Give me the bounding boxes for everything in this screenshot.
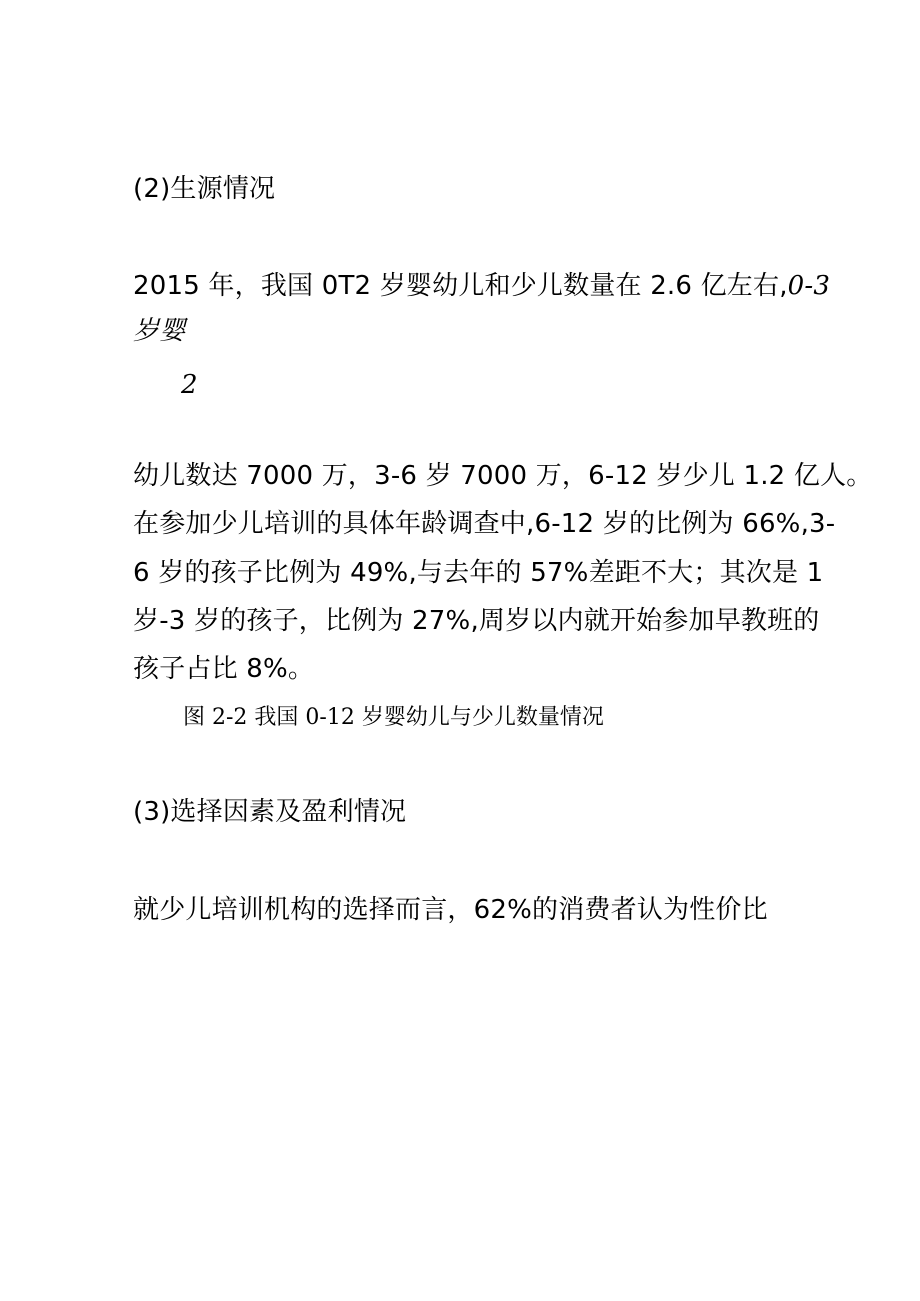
paragraph-line: 岁-3 岁的孩子，比例为 27%,周岁以内就开始参加早教班的 xyxy=(133,606,820,636)
figure-caption: 图 2-2 我国 0-12 岁婴幼儿与少儿数量情况 xyxy=(183,705,604,730)
paragraph-text: 2015 年，我国 0T2 岁婴幼儿和少儿数量在 2.6 亿左右, xyxy=(133,271,788,301)
paragraph-line: 幼儿数达 7000 万，3-6 岁 7000 万，6-12 岁少儿 1.2 亿人。 xyxy=(133,461,873,491)
paragraph-line: 6 岁的孩子比例为 49%,与去年的 57%差距不大；其次是 1 xyxy=(133,558,824,588)
paragraph-italic-text: 0-3 xyxy=(787,271,831,301)
paragraph-line: 在参加少儿培训的具体年龄调查中,6-12 岁的比例为 66%,3- xyxy=(133,509,836,539)
section-heading-selection: (3)选择因素及盈利情况 xyxy=(133,797,407,827)
paragraph-line xyxy=(133,273,830,299)
paragraph-line: 孩子占比 8%。 xyxy=(133,654,315,684)
paragraph-line: 就少儿培训机构的选择而言，62%的消费者认为性价比 xyxy=(133,895,768,925)
paragraph-line: 2 xyxy=(181,370,198,400)
section-heading-source: (2)生源情况 xyxy=(133,174,276,204)
paragraph-line: 岁婴 xyxy=(133,316,186,346)
